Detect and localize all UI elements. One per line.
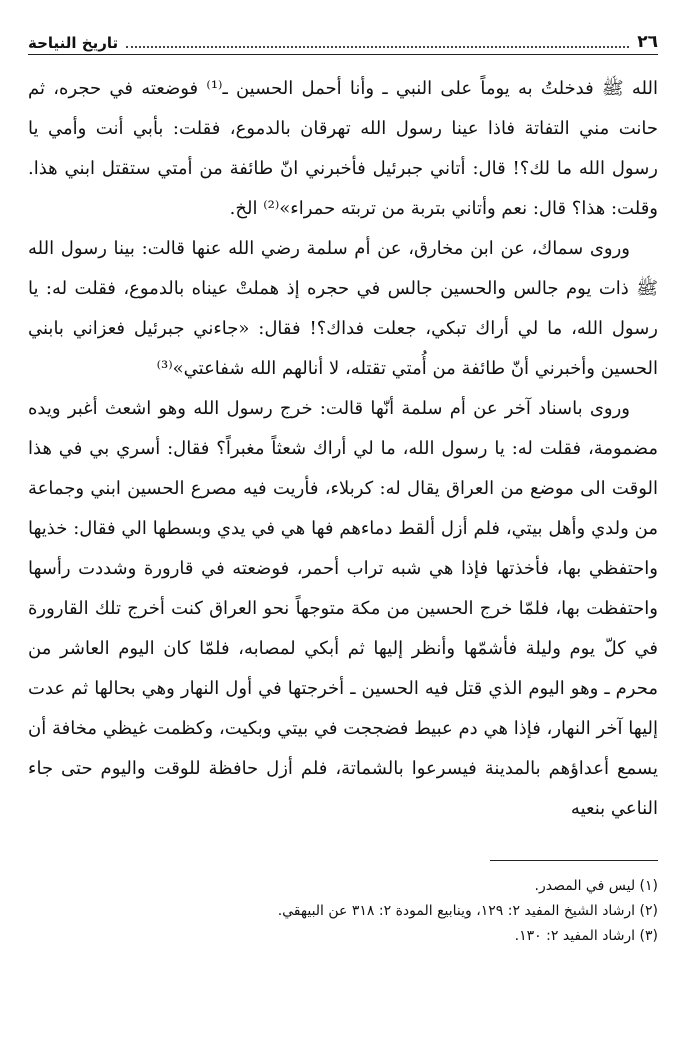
paragraph: وروى سماك، عن ابن مخارق، عن أم سلمة رضي الله عنها قالت: بينا رسول الله ﷺ ذات يوم جالس والحسين جالس في حجره إذ هملتْ عيناه بالدموع، فقلت له: يا رسول الله، ما لي أراك تبكي، جعلت فداك؟! فقال: «جاءني جبرئيل فعزاني بابني الحسين وأخبرني أنّ طائفة من أُمتي تقتله، لا أنالهم الله شفاعتي»⁽³⁾ (28, 238, 658, 379)
footnote-separator (490, 860, 658, 861)
page-number: ٢٦ (637, 32, 658, 52)
page-header (28, 26, 658, 55)
book-page (28, 26, 658, 1026)
running-title: تاريخ النياحة (28, 34, 119, 52)
paragraph: الله ﷺ فدخلتُ به يوماً على النبي ـ وأنا أحمل الحسين ـ⁽¹⁾ فوضعته في حجره، ثم حانت مني التفاتة فاذا عينا رسول الله تهرقان بالدموع، فقلت: بأبي أنت وأمي يا رسول الله ما لك؟! قال: أتاني جبرئيل فأخبرني انّ طائفة من أمتي ستقتل ابني هذا. وقلت: هذا؟ قال: نعم وأتاني بتربة من تربته حمراء»⁽²⁾ الخ. (28, 78, 659, 219)
footnote: (٢) ارشاد الشيخ المفيد ٢: ١٢٩، وينابيع المودة ٢: ٣١٨ عن البيهقي. (277, 903, 658, 919)
header-dot-leader (126, 45, 629, 48)
footnote: (٣) ارشاد المفيد ٢: ١٣٠. (514, 928, 658, 944)
main-text (28, 69, 658, 829)
footnotes (28, 874, 658, 949)
paragraph: وروى باسناد آخر عن أم سلمة أنّها قالت: خرج رسول الله وهو اشعث أغبر ويده مضمومة، فقلت له: يا رسول الله، ما لي أراك شعثاً مغبراً؟ فقال: أسري بي في هذا الوقت الى موضع من العراق يقال له: كربلاء، فأريت فيه مصرع الحسين ابني وجماعة من ولدي وأهل بيتي، فلم أزل ألقط دماءهم فها هي في يدي وبسطها الي فقال: خذيها واحتفظي بها، فأخذتها فإذا هي شبه تراب أحمر، فوضعته في قارورة وشددت رأسها واحتفظت بها، فلمّا خرج الحسين من مكة متوجهاً نحو العراق كنت أخرج تلك القارورة في كلّ يوم وليلة فأشمّها وأنظر إليها ثم أبكي لمصابه، فلمّا كان اليوم العاشر من محرم ـ وهو اليوم الذي قتل فيه الحسين ـ أخرجتها في أول النهار وهي بحالها ثم عدت إليها آخر النهار، فإذا هي دم عبيط فضججت في بيتي وبكيت، وكظمت غيظي مخافة أن يسمع أعداؤهم بالمدينة فيسرعوا بالشماتة، فلم أزل حافظة للوقت واليوم حتى جاء الناعي بنعيه (28, 398, 658, 819)
footnote: (١) ليس في المصدر. (534, 878, 658, 894)
